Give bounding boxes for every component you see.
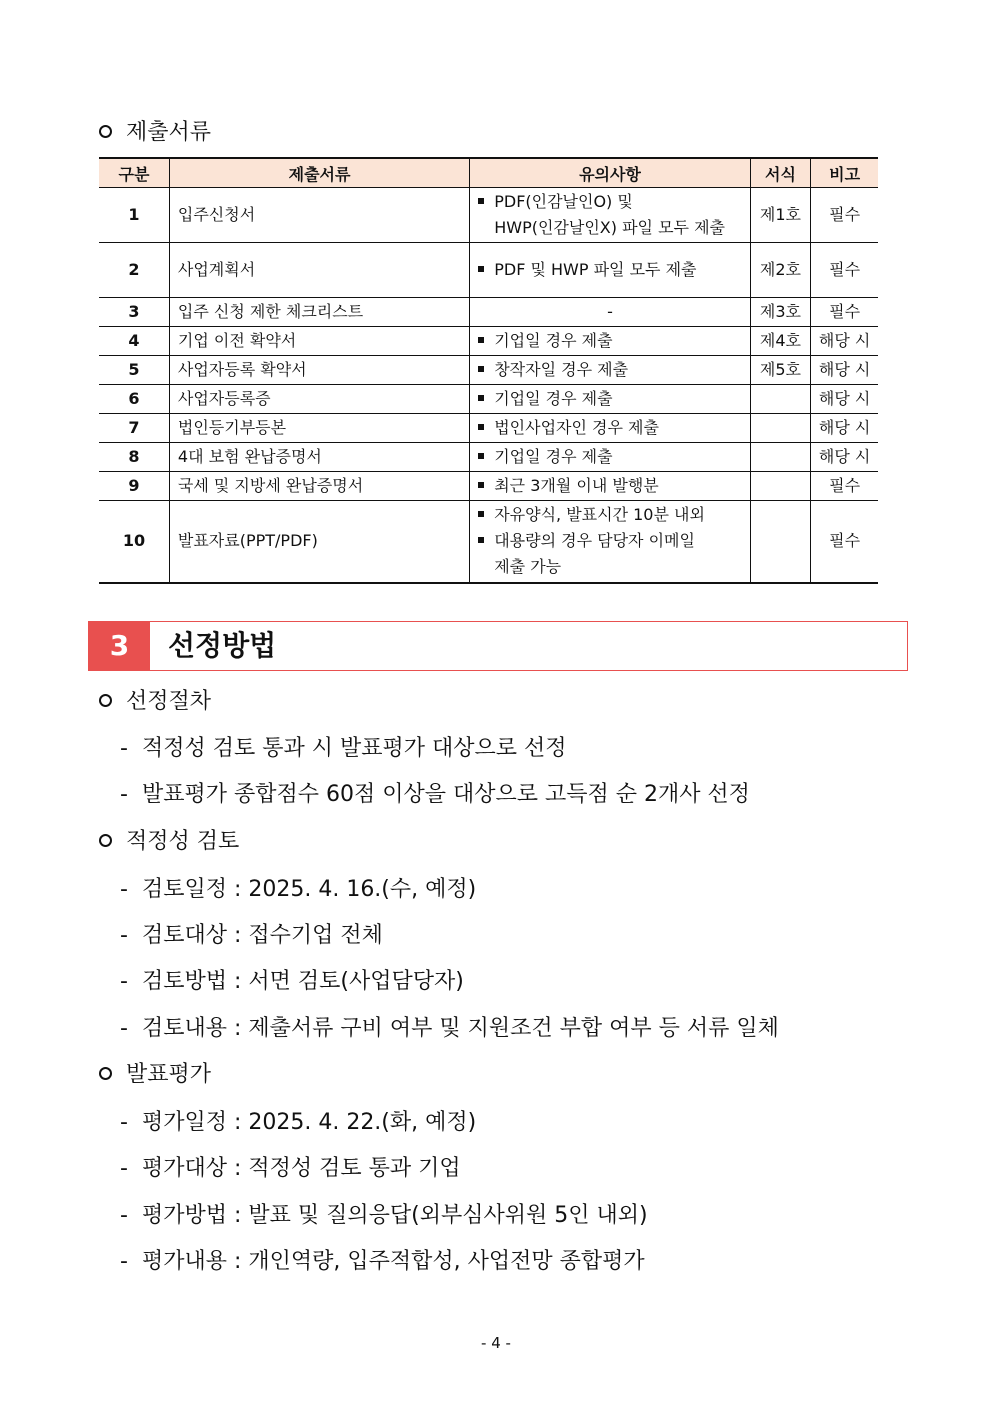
row-form — [750, 472, 810, 501]
table-row — [99, 188, 878, 243]
row-form: 제5호 — [750, 356, 810, 385]
list-item: - 적정성 검토 통과 시 발표평가 대상으로 선정 — [120, 736, 567, 761]
row-form: 제1호 — [750, 188, 810, 243]
row-remark: 해당 시 — [811, 327, 878, 356]
table-row — [99, 443, 878, 472]
circle-bullet-icon — [99, 125, 112, 138]
row-document: 사업계획서 — [169, 243, 469, 298]
square-bullet-icon — [478, 537, 484, 543]
circle-bullet-icon — [99, 1067, 112, 1080]
row-number: 6 — [99, 385, 169, 414]
square-bullet-icon — [478, 482, 484, 488]
page-number: - 4 - — [481, 1334, 511, 1352]
square-bullet-icon — [478, 395, 484, 401]
square-bullet-icon — [478, 266, 484, 272]
row-notes: PDF(인감날인O) 및 HWP(인감날인X) 파일 모두 제출 — [470, 188, 751, 243]
row-form — [750, 385, 810, 414]
section-number: 3 — [89, 622, 150, 670]
row-form: 제4호 — [750, 327, 810, 356]
row-number: 7 — [99, 414, 169, 443]
row-notes: PDF 및 HWP 파일 모두 제출 — [470, 243, 751, 298]
row-notes: 최근 3개월 이내 발행분 — [470, 472, 751, 501]
circle-bullet-icon — [99, 694, 112, 707]
row-number: 4 — [99, 327, 169, 356]
list-item: - 검토일정 : 2025. 4. 16.(수, 예정) — [120, 877, 477, 902]
row-notes: 법인사업자인 경우 제출 — [470, 414, 751, 443]
row-form — [750, 501, 810, 583]
row-document: 4대 보험 완납증명서 — [169, 443, 469, 472]
table-row — [99, 501, 878, 583]
row-number: 5 — [99, 356, 169, 385]
row-document: 법인등기부등본 — [169, 414, 469, 443]
list-item: - 검토내용 : 제출서류 구비 여부 및 지원조건 부합 여부 등 서류 일체 — [120, 1016, 779, 1041]
row-document: 입주신청서 — [169, 188, 469, 243]
table-header-row — [99, 158, 878, 188]
square-bullet-icon — [478, 424, 484, 430]
row-document: 기업 이전 확약서 — [169, 327, 469, 356]
submission-heading: 제출서류 — [99, 115, 211, 146]
row-form: 제3호 — [750, 298, 810, 327]
list-item: - 평가일정 : 2025. 4. 22.(화, 예정) — [120, 1110, 477, 1135]
row-remark: 해당 시 — [811, 356, 878, 385]
square-bullet-icon — [478, 337, 484, 343]
table-row — [99, 472, 878, 501]
row-document: 발표자료(PPT/PDF) — [169, 501, 469, 583]
row-form — [750, 414, 810, 443]
header-category: 구분 — [99, 158, 169, 188]
square-bullet-icon — [478, 198, 484, 204]
table-row — [99, 414, 878, 443]
list-item: - 검토방법 : 서면 검토(사업담당자) — [120, 969, 464, 994]
procedure-heading: 선정절차 — [99, 684, 211, 715]
row-notes: 창작자일 경우 제출 — [470, 356, 751, 385]
row-remark: 필수 — [811, 243, 878, 298]
row-form: 제2호 — [750, 243, 810, 298]
list-item: - 검토대상 : 접수기업 전체 — [120, 923, 383, 948]
row-notes: 기업일 경우 제출 — [470, 443, 751, 472]
section-3-header — [88, 621, 908, 671]
list-item: - 평가대상 : 적정성 검토 통과 기업 — [120, 1156, 461, 1181]
row-document: 사업자등록증 — [169, 385, 469, 414]
row-document: 입주 신청 제한 체크리스트 — [169, 298, 469, 327]
row-number: 2 — [99, 243, 169, 298]
table-row — [99, 298, 878, 327]
row-document: 국세 및 지방세 완납증명서 — [169, 472, 469, 501]
list-item: - 평가방법 : 발표 및 질의응답(외부심사위원 5인 내외) — [120, 1203, 648, 1228]
row-notes: 기업일 경우 제출 — [470, 327, 751, 356]
table-row — [99, 243, 878, 298]
row-form — [750, 443, 810, 472]
row-remark: 해당 시 — [811, 385, 878, 414]
row-document: 사업자등록 확약서 — [169, 356, 469, 385]
square-bullet-icon — [478, 511, 484, 517]
table-row — [99, 356, 878, 385]
square-bullet-icon — [478, 453, 484, 459]
row-number: 8 — [99, 443, 169, 472]
row-remark: 해당 시 — [811, 414, 878, 443]
review-heading: 적정성 검토 — [99, 824, 239, 855]
row-number: 9 — [99, 472, 169, 501]
row-notes: 자유양식, 발표시간 10분 내외 대용량의 경우 담당자 이메일 제출 가능 — [470, 501, 751, 583]
submission-table — [99, 157, 878, 584]
square-bullet-icon — [478, 366, 484, 372]
header-remark: 비고 — [811, 158, 878, 188]
table-row — [99, 385, 878, 414]
section-title: 선정방법 — [168, 629, 277, 662]
row-remark: 필수 — [811, 188, 878, 243]
row-remark: 해당 시 — [811, 443, 878, 472]
row-remark: 필수 — [811, 298, 878, 327]
circle-bullet-icon — [99, 834, 112, 847]
row-notes: - — [470, 298, 751, 327]
header-document: 제출서류 — [169, 158, 469, 188]
row-remark: 필수 — [811, 501, 878, 583]
header-form: 서식 — [750, 158, 810, 188]
row-number: 1 — [99, 188, 169, 243]
list-item: - 평가내용 : 개인역량, 입주적합성, 사업전망 종합평가 — [120, 1249, 645, 1274]
row-notes: 기업일 경우 제출 — [470, 385, 751, 414]
presentation-heading: 발표평가 — [99, 1057, 211, 1088]
table-row — [99, 327, 878, 356]
row-number: 3 — [99, 298, 169, 327]
header-notes: 유의사항 — [470, 158, 751, 188]
row-remark: 필수 — [811, 472, 878, 501]
row-number: 10 — [99, 501, 169, 583]
list-item: - 발표평가 종합점수 60점 이상을 대상으로 고득점 순 2개사 선정 — [120, 782, 750, 807]
